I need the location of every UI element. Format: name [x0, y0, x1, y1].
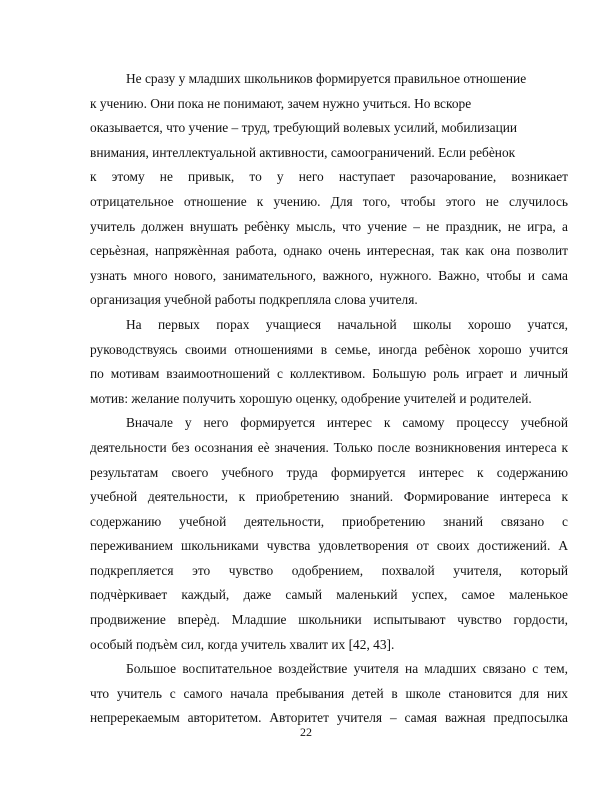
text-line: учитель должен внушать ребѐнку мысль, что учение – не праздник, не игра, а [90, 218, 568, 234]
text-line: переживанием школьниками чувства удовлетворения от своих достижений. А [90, 538, 568, 554]
page-number: 22 [300, 725, 312, 739]
text-line: к учению. Они пока не понимают, зачем нужно учиться. Но вскоре [90, 95, 472, 111]
text-line: продвижение вперѐд. Младшие школьники испытывают чувство гордости, [90, 612, 568, 628]
text-line: по мотивам взаимоотношений с коллективом. Большую роль играет и личный [90, 366, 568, 382]
text-line: Вначале у него формируется интерес к самому процессу учебной [126, 415, 568, 431]
text-line: содержанию учебной деятельности, приобретению знаний связано с [90, 513, 568, 529]
text-line: подкрепляется это чувство одобрением, похвалой учителя, который [90, 562, 568, 578]
text-line: непререкаемым авторитетом. Авторитет учителя – самая важная предпосылка [90, 710, 568, 726]
text-line: мотив: желание получить хорошую оценку, одобрение учителей и родителей. [90, 390, 532, 406]
text-line: подчѐркивает каждый, даже самый маленький успех, самое маленькое [90, 587, 568, 603]
text-line: что учитель с самого начала пребывания детей в школе становится для них [90, 685, 568, 701]
text-line: На первых порах учащиеся начальной школы хорошо учатся, [126, 316, 568, 332]
text-line: результатам своего учебного труда формируется интерес к содержанию [90, 464, 568, 480]
text-line: деятельности без осознания еѐ значения. Только после возникновения интереса к [90, 439, 568, 455]
text-line: Большое воспитательное воздействие учителя на младших связано с тем, [126, 661, 568, 677]
text-line: учебной деятельности, к приобретению знаний. Формирование интереса к [90, 489, 568, 505]
body-text [90, 67, 568, 731]
text-line: к этому не привык, то у него наступает разочарование, возникает [90, 169, 568, 185]
text-line: внимания, интеллектуальной активности, самоограничений. Если ребѐнок [90, 144, 516, 160]
text-line: Не сразу у младших школьников формируется правильное отношение [126, 71, 527, 86]
text-line: особый подъѐм сил, когда учитель хвалит их [42, 43]. [90, 636, 395, 652]
text-line: руководствуясь своими отношениями в семье, иногда ребѐнок хорошо учится [90, 341, 568, 357]
text-line: узнать много нового, занимательного, важного, нужного. Важно, чтобы и сама [90, 267, 568, 283]
text-line: организация учебной работы подкрепляла слова учителя. [90, 292, 418, 308]
text-line: оказывается, что учение – труд, требующий волевых усилий, мобилизации [90, 120, 518, 136]
text-line: отрицательное отношение к учению. Для того, чтобы этого не случилось [90, 193, 568, 209]
text-line: серьѐзная, напряжѐнная работа, однако очень интересная, так как она позволит [90, 243, 568, 259]
